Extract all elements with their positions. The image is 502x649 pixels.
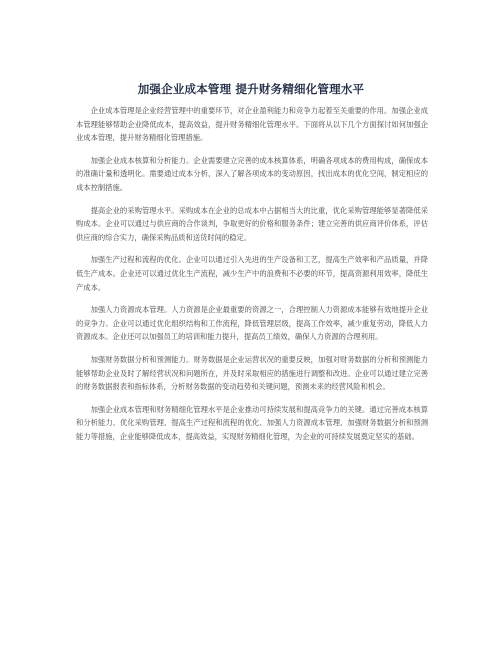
paragraph: 加强企业成本核算和分析能力。企业需要建立完善的成本核算体系，明确各项成本的费用构成，确保成本的准确计量和透明化。需要通过成本分析，深入了解各项成本的变动原因，找出成本的优化空间，制定相应的成本控制措施。: [76, 155, 428, 192]
document-body: [76, 104, 428, 452]
paragraph: 加强企业成本管理和财务精细化管理水平是企业推动可持续发展和提高竞争力的关键。通过完善成本核算和分析能力、优化采购管理、提高生产过程和流程的优化、加强人力资源成本管理、加强财务数据分析和预测能力等措施，企业能够降低成本，提高效益，实现财务精细化管理，为企业的可持续发展奠定坚实的基础。: [76, 404, 428, 441]
paragraph: 加强人力资源成本管理。人力资源是企业最重要的资源之一，合理控制人力资源成本能够有效地提升企业的竞争力。企业可以通过优化组织结构和工作流程，降低管理层级，提高工作效率，减少重复劳动，降低人力资源成本。企业还可以加强员工的培训和能力提升，提高员工绩效，确保人力资源的合理利用。: [76, 305, 428, 342]
paragraph: 提高企业的采购管理水平。采购成本在企业的总成本中占据相当大的比重，优化采购管理能够显著降低采购成本。企业可以通过与供应商的合作谈判，争取更好的价格和服务条件；建立完善的供应商评价体系，评估供应商的综合实力，确保采购品质和送货时间的稳定。: [76, 205, 428, 242]
paragraph: 加强生产过程和流程的优化。企业可以通过引入先进的生产设备和工艺，提高生产效率和产品质量，并降低生产成本。企业还可以通过优化生产流程，减少生产中的浪费和不必要的环节，提高资源利用效率，降低生产成本。: [76, 255, 428, 292]
paragraph: 企业成本管理是企业经营管理中的重要环节，对企业盈利能力和竞争力起着至关重要的作用。加强企业成本管理能够帮助企业降低成本，提高效益，提升财务精细化管理水平。下面将从以下几个方面探讨如何加强企业成本管理，提升财务精细化管理措施。: [76, 106, 428, 143]
document-title: 加强企业成本管理 提升财务精细化管理水平: [137, 82, 365, 96]
paragraph: 加强财务数据分析和预测能力。财务数据是企业运营状况的重要反映，加强对财务数据的分析和预测能力能够帮助企业及时了解经营状况和问题所在，并及时采取相应的措施进行调整和改进。企业可以通过建立完善的财务数据报表和指标体系，分析财务数据的变动趋势和关键问题，预测未来的经营风险和机会。: [76, 354, 428, 392]
